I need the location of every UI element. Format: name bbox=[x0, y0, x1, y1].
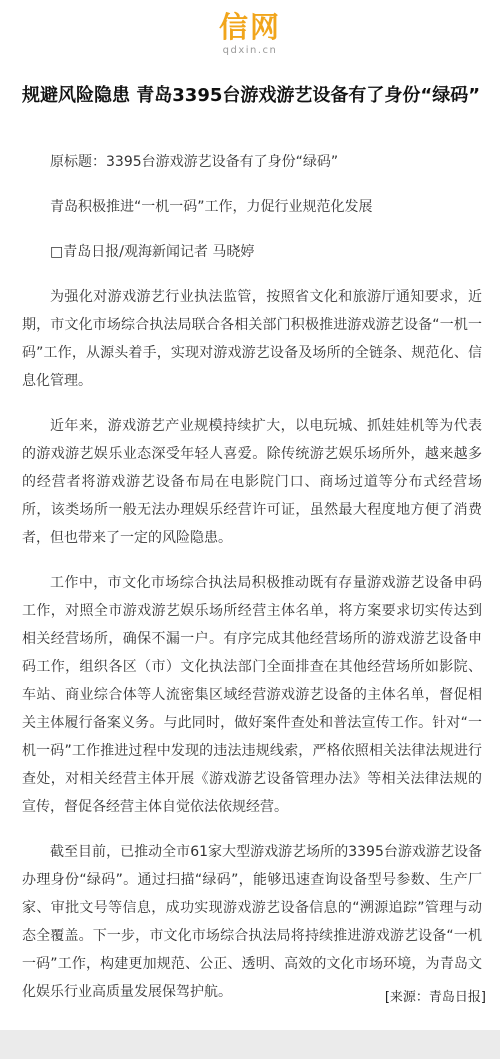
article-body bbox=[22, 148, 482, 1023]
article-title: 规避风险隐患 青岛3395台游戏游艺设备有了身份“绿码” bbox=[22, 85, 481, 106]
article-byline: □青岛日报/观海新闻记者 马晓婷 bbox=[50, 244, 255, 260]
footer-bar bbox=[0, 1030, 500, 1059]
paragraph: 为强化对游戏游艺行业执法监管，按照省文化和旅游厅通知要求，近期，市文化市场综合执法局联合各相关部门积极推进游戏游艺设备“一机一码”工作，从源头着手，实现对游戏游艺设备及场所的全链条、规范化、信息化管理。 bbox=[22, 289, 482, 389]
paragraph: 截至目前，已推动全市61家大型游戏游艺场所的3395台游戏游艺设备办理身份“绿码”。通过扫描“绿码”，能够迅速查询设备型号参数、生产厂家、审批文号等信息，成功实现游戏游艺设备信息的“溯源追踪”管理与动态全覆盖。下一步，市文化市场综合执法局将持续推进游戏游艺设备“一机一码”工作，构建更加规范、公正、透明、高效的文化市场环境，为青岛文化娱乐行业高质量发展保驾护航。 bbox=[22, 844, 482, 1000]
article-source: [来源：青岛日报] bbox=[384, 990, 486, 1005]
site-logo[interactable] bbox=[0, 10, 500, 57]
paragraph: 工作中，市文化市场综合执法局积极推动既有存量游戏游艺设备申码工作，对照全市游戏游艺娱乐场所经营主体名单，将方案要求切实传达到相关经营场所，确保不漏一户。有序完成其他经营场所的游戏游艺设备申码工作，组织各区（市）文化执法部门全面排查在其他经营场所如影院、车站、商业综合体等人流密集区域经营游戏游艺设备的主体名单，督促相关主体履行备案义务。与此同时，做好案件查处和普法宣传工作。针对“一机一码”工作推进过程中发现的违法违规线索，严格依照相关法律法规进行查处，对相关经营主体开展《游戏游艺设备管理办法》等相关法律法规的宣传，督促各经营主体自觉依法依规经营。 bbox=[22, 575, 482, 815]
logo-text: 信网 bbox=[218, 10, 281, 44]
logo-domain: qdxin.cn bbox=[222, 45, 278, 56]
paragraph: 近年来，游戏游艺产业规模持续扩大，以电玩城、抓娃娃机等为代表的游戏游艺娱乐业态深受年轻人喜爱。除传统游艺娱乐场所外，越来越多的经营者将游戏游艺设备布局在电影院门口、商场过道等分布式经营场所，该类场所一般无法办理娱乐经营许可证，虽然最大程度地方便了消费者，但也带来了一定的风险隐患。 bbox=[22, 418, 482, 546]
original-title: 原标题：3395台游戏游艺设备有了身份“绿码” bbox=[50, 154, 339, 170]
article-subtitle: 青岛积极推进“一机一码”工作，力促行业规范化发展 bbox=[50, 199, 373, 215]
